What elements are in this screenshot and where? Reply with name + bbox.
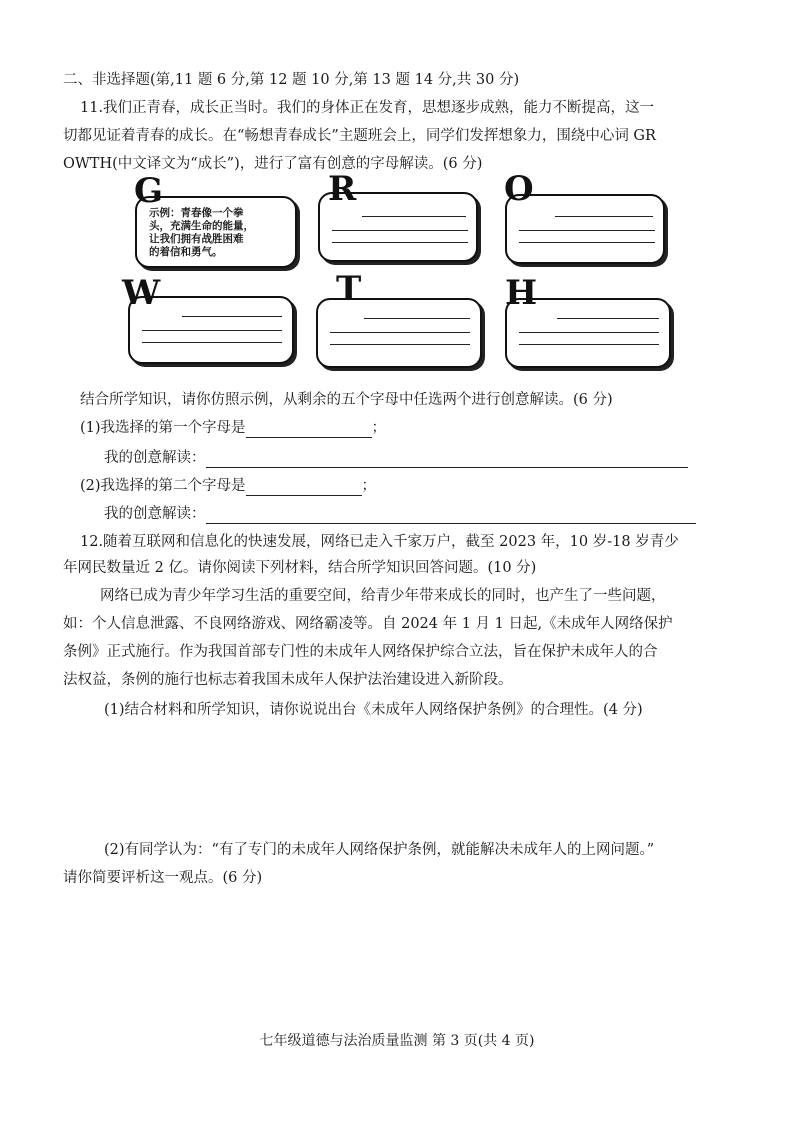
q11-instruction: 结合所学知识，请你仿照示例，从剩余的五个字母中任选两个进行创意解读。(6 分) [80, 392, 613, 408]
page-footer: 七年级道德与法治质量监测 第 3 页(共 4 页) [259, 1033, 535, 1049]
q12-material-line-2: 如：个人信息泄露、不良网络游戏、网络霸凌等。自 2024 年 1 月 1 日起,《未成年人网络保护 [63, 616, 673, 632]
q11-sub1-interp-label: 我的创意解读： [104, 450, 206, 466]
example-line-1: 示例：青春像一个拳 [149, 207, 244, 219]
letter-o: O [504, 169, 534, 209]
letter-1-blank[interactable] [246, 421, 372, 438]
letter-g: G [134, 171, 164, 211]
q11-stem-line-3: OWTH(中文译文为“成长”)，进行了富有创意的字母解读。(6 分) [63, 156, 483, 172]
q11-stem-line-1: 11.我们正青春，成长正当时。我们的身体正在发育，思想逐步成熟，能力不断提高，这一 [80, 100, 655, 116]
letter-r: R [328, 169, 357, 209]
q11-sub1-interp [104, 448, 688, 468]
q11-sub2-end: ； [361, 478, 377, 494]
q12-sub2-answer-area[interactable] [63, 896, 731, 1016]
letter-2-blank[interactable] [246, 479, 362, 496]
interpretation-2-blank[interactable] [206, 507, 696, 524]
q11-sub1 [80, 418, 386, 438]
q12-sub1: (1)结合材料和所学知识，请你说说出台《未成年人网络保护条例》的合理性。(4 分) [104, 702, 643, 718]
q11-sub1-end: ； [371, 420, 387, 436]
q11-sub2 [80, 476, 376, 496]
interpretation-1-blank[interactable] [206, 451, 688, 468]
q11-stem-line-2: 切都见证着青春的成长。在“畅想青春成长”主题班会上，同学们发挥想象力，围绕中心词 GR [63, 128, 656, 144]
q12-material-line-1: 网络已成为青少年学习生活的重要空间，给青少年带来成长的同时，也产生了一些问题， [100, 588, 666, 604]
q12-sub1-answer-area[interactable] [63, 726, 731, 832]
q12-material-line-3: 条例》正式施行。作为我国首部专门性的未成年人网络保护综合立法，旨在保护未成年人的合 [63, 644, 658, 660]
q12-material-line-4: 法权益，条例的施行也标志着我国未成年人保护法治建设进入新阶段。 [63, 672, 513, 688]
q12-stem-line-2: 年网民数量近 2 亿。请你阅读下列材料，结合所学知识回答问题。(10 分) [63, 560, 537, 576]
q11-sub2-interp-label: 我的创意解读： [104, 506, 206, 522]
q11-sub2-label: (2)我选择的第二个字母是 [80, 478, 246, 494]
q11-sub1-label: (1)我选择的第一个字母是 [80, 420, 246, 436]
letter-t: T [336, 269, 362, 309]
letter-w: W [122, 273, 161, 313]
q12-stem-line-1: 12.随着互联网和信息化的快速发展，网络已走入千家万户，截至 2023 年，10 岁-18 岁青少 [80, 534, 679, 550]
example-line-2: 头，充满生命的能量， [149, 220, 254, 232]
section-heading: 二、非选择题(第,11 题 6 分,第 12 题 10 分,第 13 题 14 分,共 30 分) [63, 72, 520, 88]
q11-sub2-interp [104, 504, 696, 524]
q12-sub2-line-1: (2)有同学认为：“有了专门的未成年人网络保护条例，就能解决未成年人的上网问题。” [104, 842, 655, 858]
example-line-3: 让我们拥有战胜困难 [149, 233, 244, 245]
q12-sub2-line-2: 请你简要评析这一观点。(6 分) [63, 870, 263, 886]
letter-h: H [505, 273, 538, 313]
example-line-4: 的着信和勇气。 [149, 246, 223, 258]
